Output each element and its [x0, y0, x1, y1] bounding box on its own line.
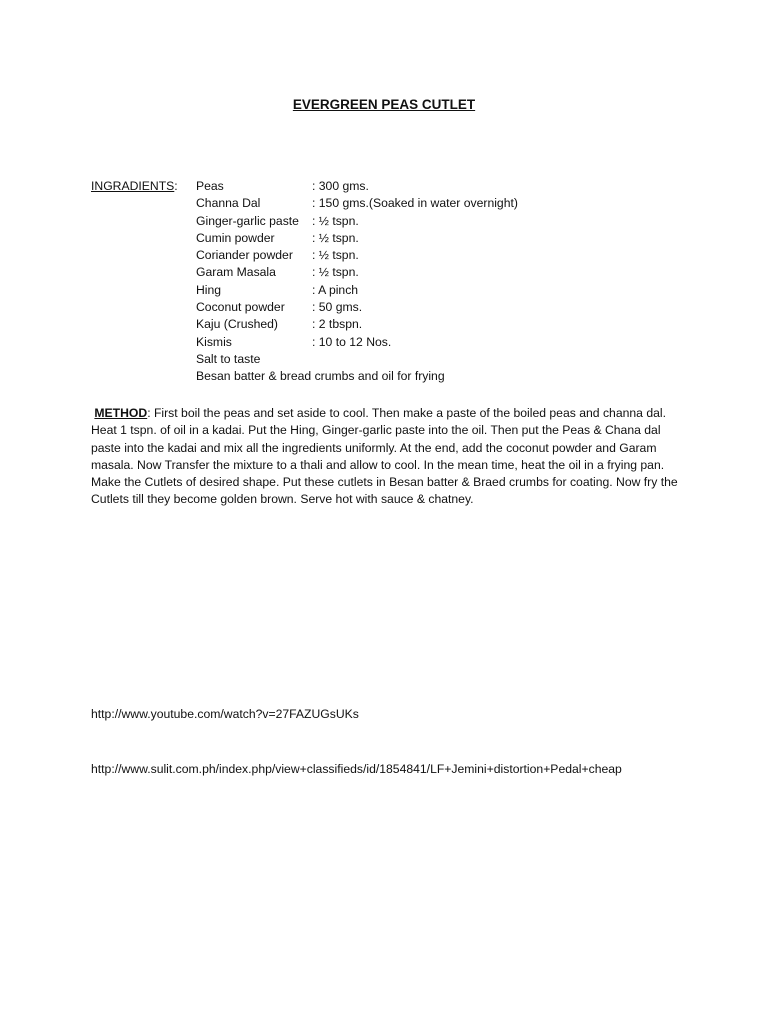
- ingredient-row: [196, 282, 518, 299]
- ingredient-qty: : ½ tspn.: [312, 265, 359, 280]
- ingredient-qty: : ½ tspn.: [312, 248, 359, 263]
- ingredients-label-text: INGRADIENTS: [91, 179, 175, 193]
- ingredient-row: [196, 334, 518, 351]
- ingredient-name: Ginger-garlic paste: [196, 213, 299, 228]
- method-paragraph: [91, 405, 681, 509]
- ingredient-row: [196, 264, 518, 281]
- ingredient-extra: Besan batter & bread crumbs and oil for frying: [196, 369, 445, 384]
- ingredient-name: Garam Masala: [196, 265, 276, 280]
- youtube-link[interactable]: http://www.youtube.com/watch?v=27FAZUGsUKs: [91, 707, 359, 721]
- ingredient-name: Hing: [196, 282, 222, 297]
- ingredient-row: [196, 247, 518, 264]
- ingredient-name: Peas: [196, 179, 224, 193]
- ingredients-label-colon: :: [174, 179, 178, 193]
- ingredient-name: Cumin powder: [196, 230, 275, 245]
- ingredient-qty: : A pinch: [312, 282, 359, 297]
- ingredients-label: [91, 178, 178, 195]
- ingredient-row: [196, 195, 518, 212]
- ingredient-row: [196, 178, 518, 195]
- ingredient-qty: : 10 to 12 Nos.: [312, 334, 392, 349]
- method-label: METHOD: [94, 406, 148, 420]
- ingredient-row: [196, 213, 518, 230]
- ingredient-qty: : ½ tspn.: [312, 230, 359, 245]
- ingredient-qty: : 150 gms.(Soaked in water overnight): [312, 196, 518, 211]
- ingredient-qty: : 50 gms.: [312, 300, 363, 315]
- ingredient-name: Coconut powder: [196, 300, 285, 315]
- ingredient-qty: : 2 tbspn.: [312, 317, 363, 332]
- ingredient-row: [196, 368, 518, 385]
- sulit-link[interactable]: http://www.sulit.com.ph/index.php/view+classifieds/id/1854841/LF+Jemini+distortion+Pedal+cheap: [91, 762, 622, 776]
- ingredient-row: [196, 299, 518, 316]
- ingredient-row: [196, 351, 518, 368]
- ingredient-name: Coriander powder: [196, 248, 293, 263]
- ingredient-qty: : 300 gms.: [312, 179, 369, 193]
- ingredient-qty: : ½ tspn.: [312, 213, 359, 228]
- method-text: : First boil the peas and set aside to cool. Then make a paste of the boiled peas and channa dal. Heat 1 tspn. of oil in a kadai. Put the Hing, Ginger-garlic paste into the oil. Then put the Peas & Chana dal paste into the kadai and mix all the ingredients uniformly. At the end, add the coconut powder and Garam masala. Now Transfer the mixture to a thali and allow to cool. In the mean time, heat the oil in a frying pan. Make the Cutlets of desired shape. Put these cutlets in Besan batter & Braed crumbs for coating. Now fry the Cutlets till they become golden brown. Serve hot with sauce & chatney.: [91, 406, 678, 507]
- ingredient-name: Kaju (Crushed): [196, 317, 278, 332]
- ingredient-name: Kismis: [196, 334, 232, 349]
- ingredient-row: [196, 230, 518, 247]
- ingredient-name: Channa Dal: [196, 196, 261, 211]
- page-title: EVERGREEN PEAS CUTLET: [292, 97, 476, 112]
- ingredient-row: [196, 316, 518, 333]
- ingredient-list: [196, 178, 518, 386]
- ingredient-extra: Salt to taste: [196, 351, 261, 366]
